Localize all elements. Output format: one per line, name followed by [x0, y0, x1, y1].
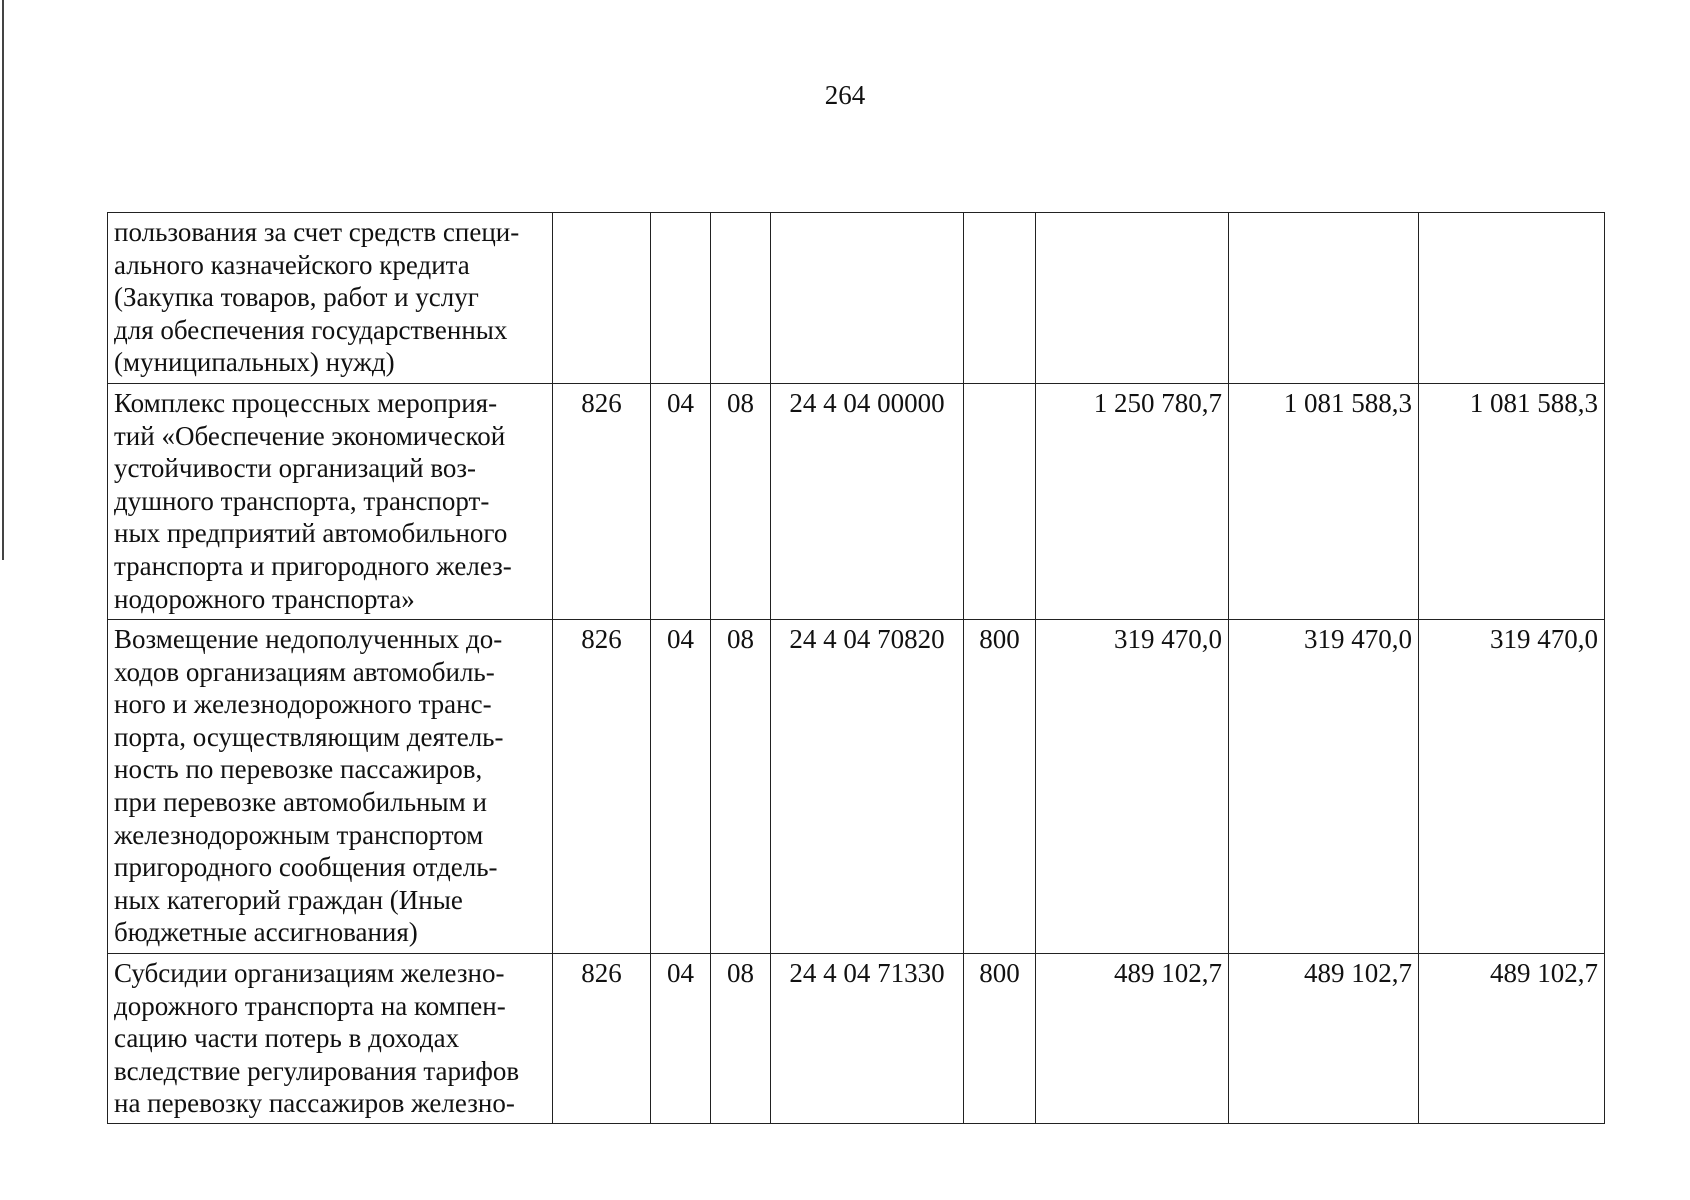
amount-year-1	[1036, 213, 1229, 384]
subsection-code: 08	[711, 384, 771, 620]
section-code	[651, 213, 711, 384]
table-row	[108, 620, 1605, 954]
amount-year-1: 319 470,0	[1036, 620, 1229, 954]
amount-year-3: 319 470,0	[1419, 620, 1605, 954]
amount-year-2: 319 470,0	[1229, 620, 1419, 954]
target-article-code: 24 4 04 70820	[771, 620, 964, 954]
row-description: Возмещение недополученных до- ходов организациям автомобиль- ного и железнодорожного транс- порта, осуществляющим деятель- ность по перевозке пассажиров, при перевозке автомобильным и железнодорожным транспортом пригородного сообщения отдель- ных категорий граждан (Иные бюджетные ассигнования)	[108, 620, 553, 954]
table-row	[108, 213, 1605, 384]
amount-year-2: 1 081 588,3	[1229, 384, 1419, 620]
amount-year-3: 1 081 588,3	[1419, 384, 1605, 620]
amount-year-2	[1229, 213, 1419, 384]
amount-year-2: 489 102,7	[1229, 954, 1419, 1124]
expense-type-code	[964, 384, 1036, 620]
ministry-code: 826	[553, 384, 651, 620]
subsection-code	[711, 213, 771, 384]
row-description: Комплекс процессных мероприя- тий «Обеспечение экономической устойчивости организаций воз- душного транспорта, транспорт- ных предприятий автомобильного транспорта и пригородного желез- нодорожного транспорта»	[108, 384, 553, 620]
page-number: 264	[824, 80, 866, 110]
target-article-code	[771, 213, 964, 384]
row-description: Субсидии организациям железно- дорожного транспорта на компен- сацию части потерь в доходах вследствие регулирования тарифов на перевозку пассажиров железно-	[108, 954, 553, 1124]
target-article-code: 24 4 04 71330	[771, 954, 964, 1124]
section-code: 04	[651, 620, 711, 954]
section-code: 04	[651, 384, 711, 620]
amount-year-3	[1419, 213, 1605, 384]
expense-type-code: 800	[964, 954, 1036, 1124]
subsection-code: 08	[711, 954, 771, 1124]
section-code: 04	[651, 954, 711, 1124]
ministry-code: 826	[553, 620, 651, 954]
table-row	[108, 954, 1605, 1124]
budget-table	[107, 212, 1605, 1124]
ministry-code	[553, 213, 651, 384]
expense-type-code	[964, 213, 1036, 384]
subsection-code: 08	[711, 620, 771, 954]
row-description: пользования за счет средств специ- ального казначейского кредита (Закупка товаров, работ и услуг для обеспечения государственных (муниципальных) нужд)	[108, 213, 553, 384]
amount-year-1: 489 102,7	[1036, 954, 1229, 1124]
expense-type-code: 800	[964, 620, 1036, 954]
amount-year-1: 1 250 780,7	[1036, 384, 1229, 620]
table-row	[108, 384, 1605, 620]
amount-year-3: 489 102,7	[1419, 954, 1605, 1124]
target-article-code: 24 4 04 00000	[771, 384, 964, 620]
ministry-code: 826	[553, 954, 651, 1124]
